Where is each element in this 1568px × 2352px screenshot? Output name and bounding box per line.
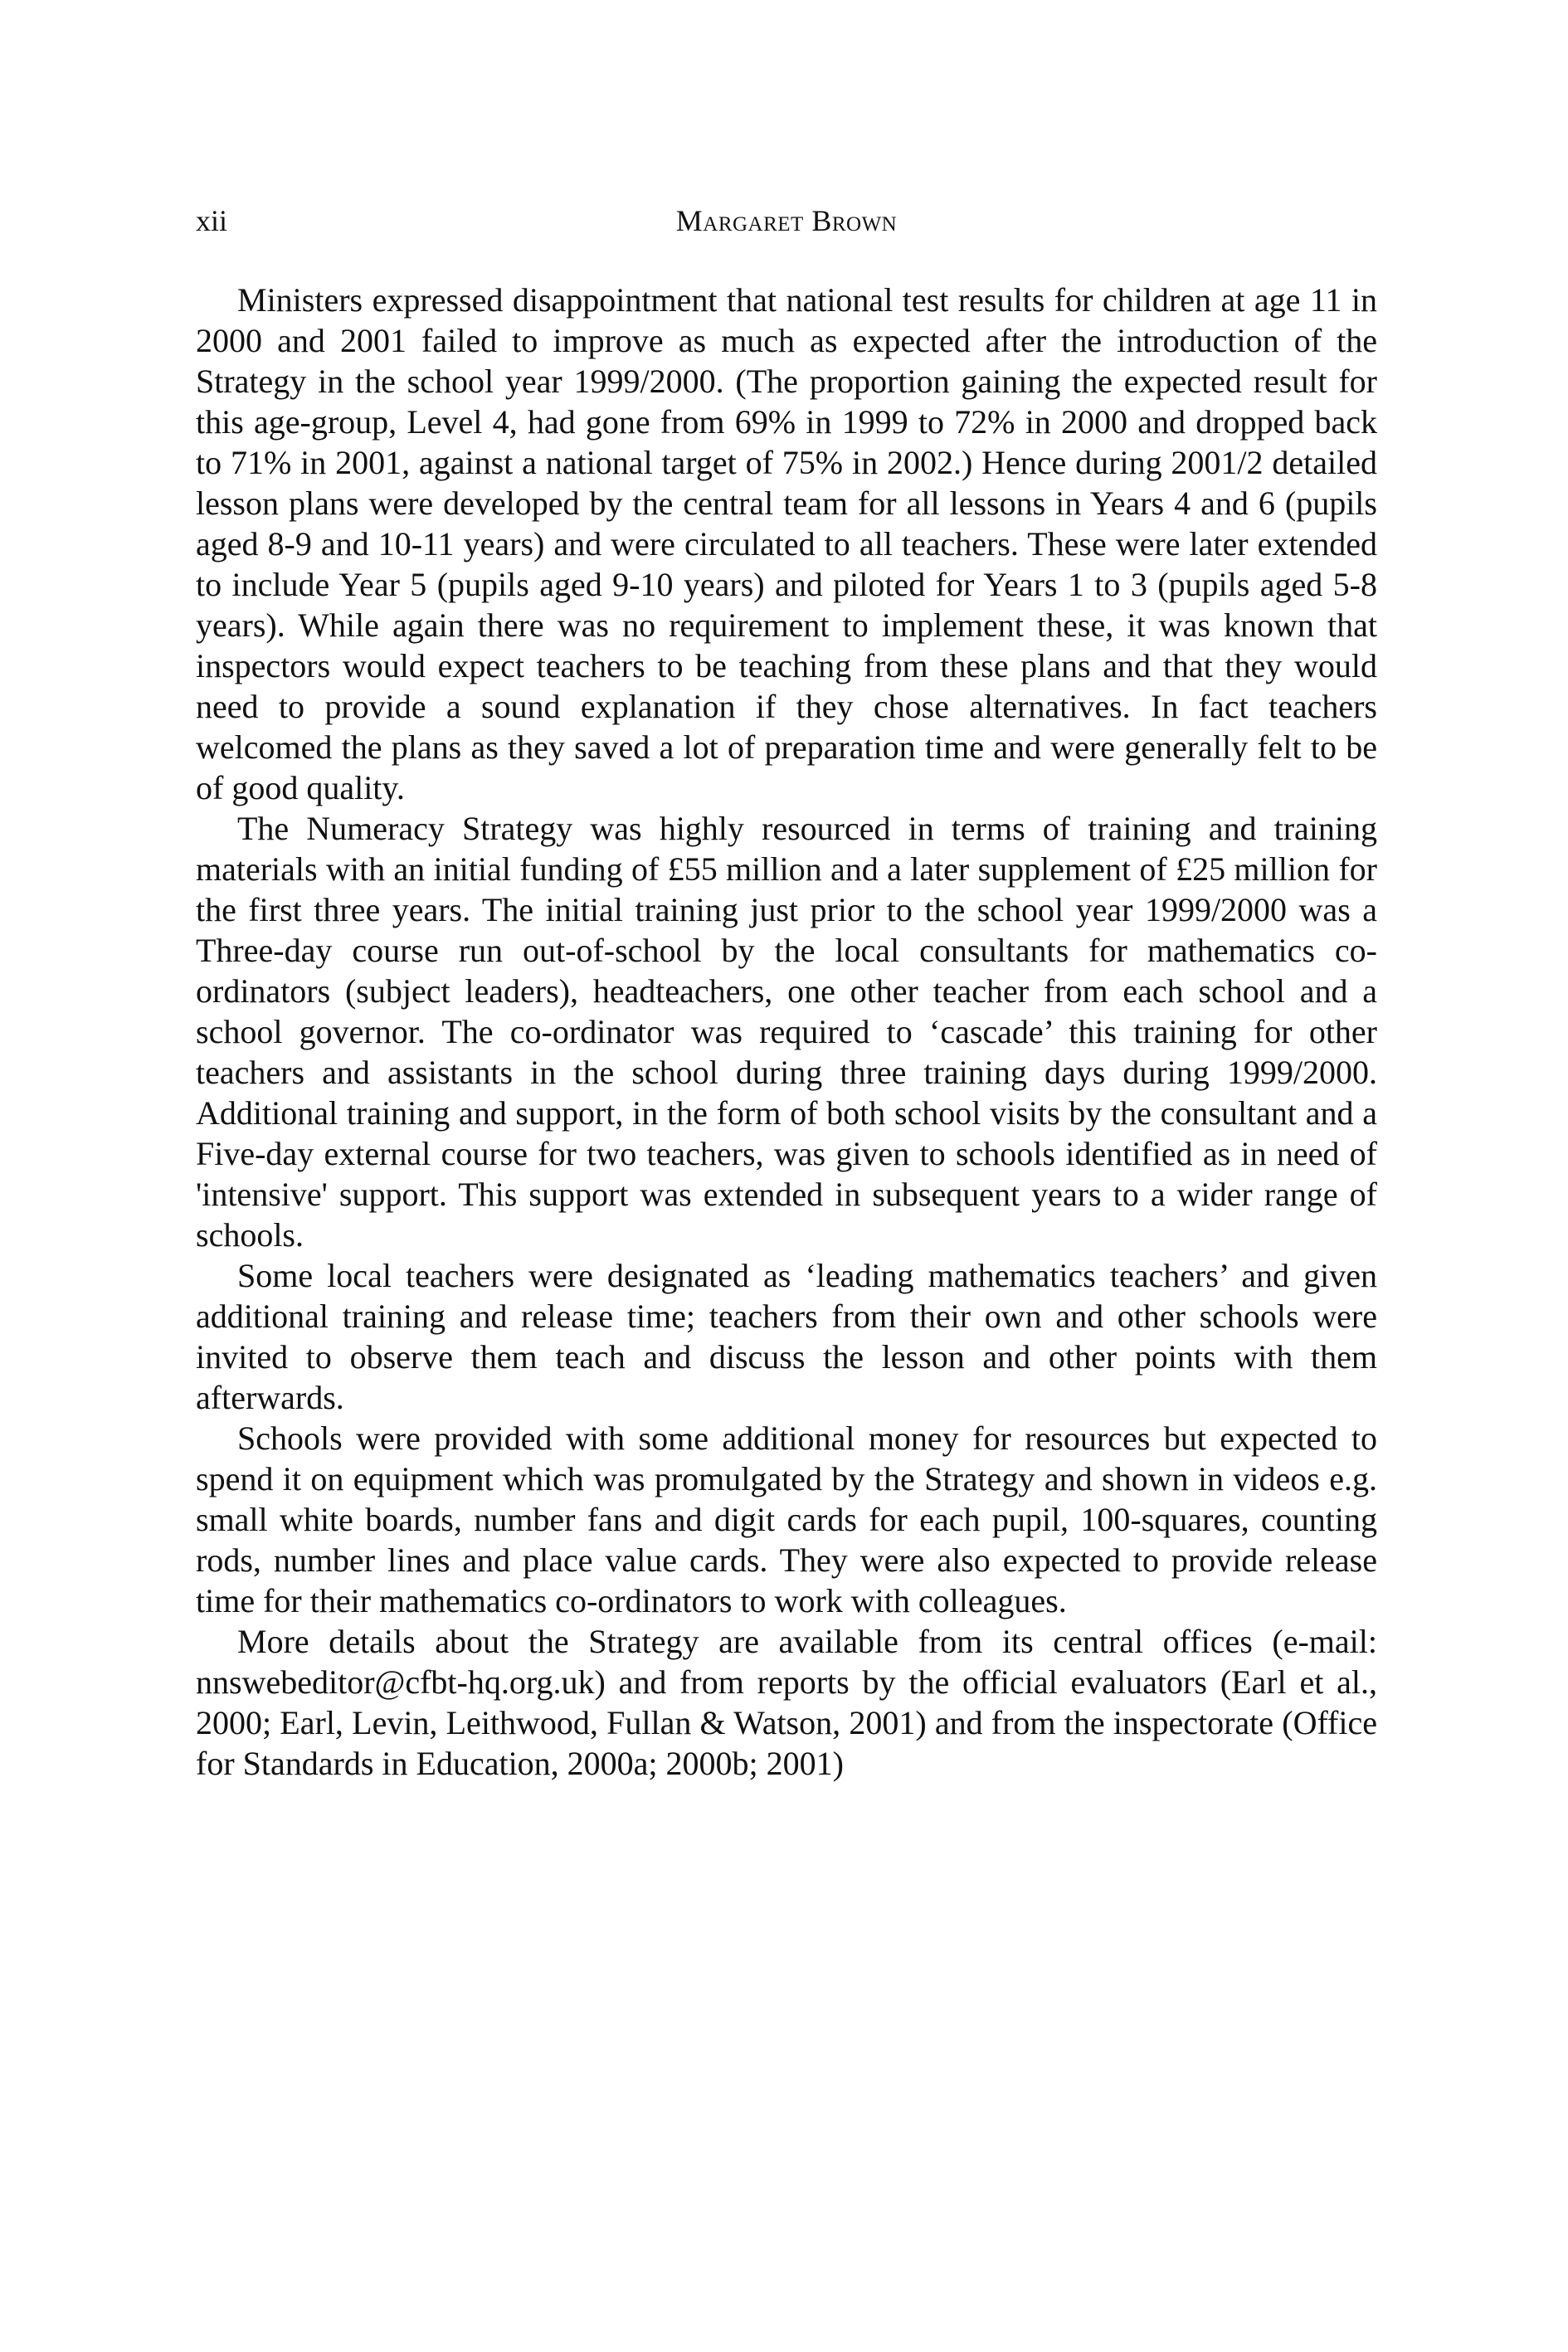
paragraph-leading-teachers: Some local teachers were designated as ‘leading mathematics teachers’ and given additional training and release time; teachers from their own and other schools were invited to observe them teach and discuss the lesson and other points with them afterwards. [196, 1257, 1377, 1416]
paragraph-training-resources: The Numeracy Strategy was highly resourced in terms of training and training materials with an initial funding of £55 million and a later supplement of £25 million for the first three years. The initial training just prior to the school year 1999/2000 was a Three-day course run out-of-school by the local consultants for mathematics co-ordinators (subject leaders), headteachers, one other teacher from each school and a school governor. The co-ordinator was required to ‘cascade’ this training for other teachers and assistants in the school during three training days during 1999/2000. Additional training and support, in the form of both school visits by the consultant and a Five-day external course for two teachers, was given to schools identified as in need of 'intensive' support. This support was extended in subsequent years to a wider range of schools. [196, 810, 1377, 1254]
paragraph-test-results: Ministers expressed disappointment that national test results for children at age 11 in 2000 and 2001 failed to improve as much as expected after the introduction of the Strategy in the school year 1999/2000. (The proportion gaining the expected result for this age-group, Level 4, had gone from 69% in 1999 to 72% in 2000 and dropped back to 71% in 2001, against a national target of 75% in 2002.) Hence during 2001/2 detailed lesson plans were developed by the central team for all lessons in Years 4 and 6 (pupils aged 8-9 and 10-11 years) and were circulated to all teachers. These were later extended to include Year 5 (pupils aged 9-10 years) and piloted for Years 1 to 3 (pupils aged 5-8 years). While again there was no requirement to implement these, it was known that inspectors would expect teachers to be teaching from these plans and that they would need to provide a sound explanation if they chose alternatives. In fact teachers welcomed the plans as they saved a lot of preparation time and were generally felt to be of good quality. [196, 281, 1377, 806]
body-text [196, 280, 1377, 1784]
page-number: xii [196, 204, 228, 237]
paragraph-equipment: Schools were provided with some additional money for resources but expected to spend it on equipment which was promulgated by the Strategy and shown in videos e.g. small white boards, number fans and digit cards for each pupil, 100-squares, counting rods, number lines and place value cards. They were also expected to provide release time for their mathematics co-ordinators to work with colleagues. [196, 1419, 1377, 1619]
running-head [196, 196, 1377, 246]
paragraph-more-details: More details about the Strategy are available from its central offices (e-mail: nnswebeditor@cfbt-hq.org.uk) and from reports by the official evaluators (Earl et al., 2000; Earl, Levin, Leithwood, Fullan & Watson, 2001) and from the inspectorate (Office for Standards in Education, 2000a; 2000b; 2001) [196, 1623, 1377, 1782]
running-head-author: Margaret Brown [675, 204, 898, 237]
